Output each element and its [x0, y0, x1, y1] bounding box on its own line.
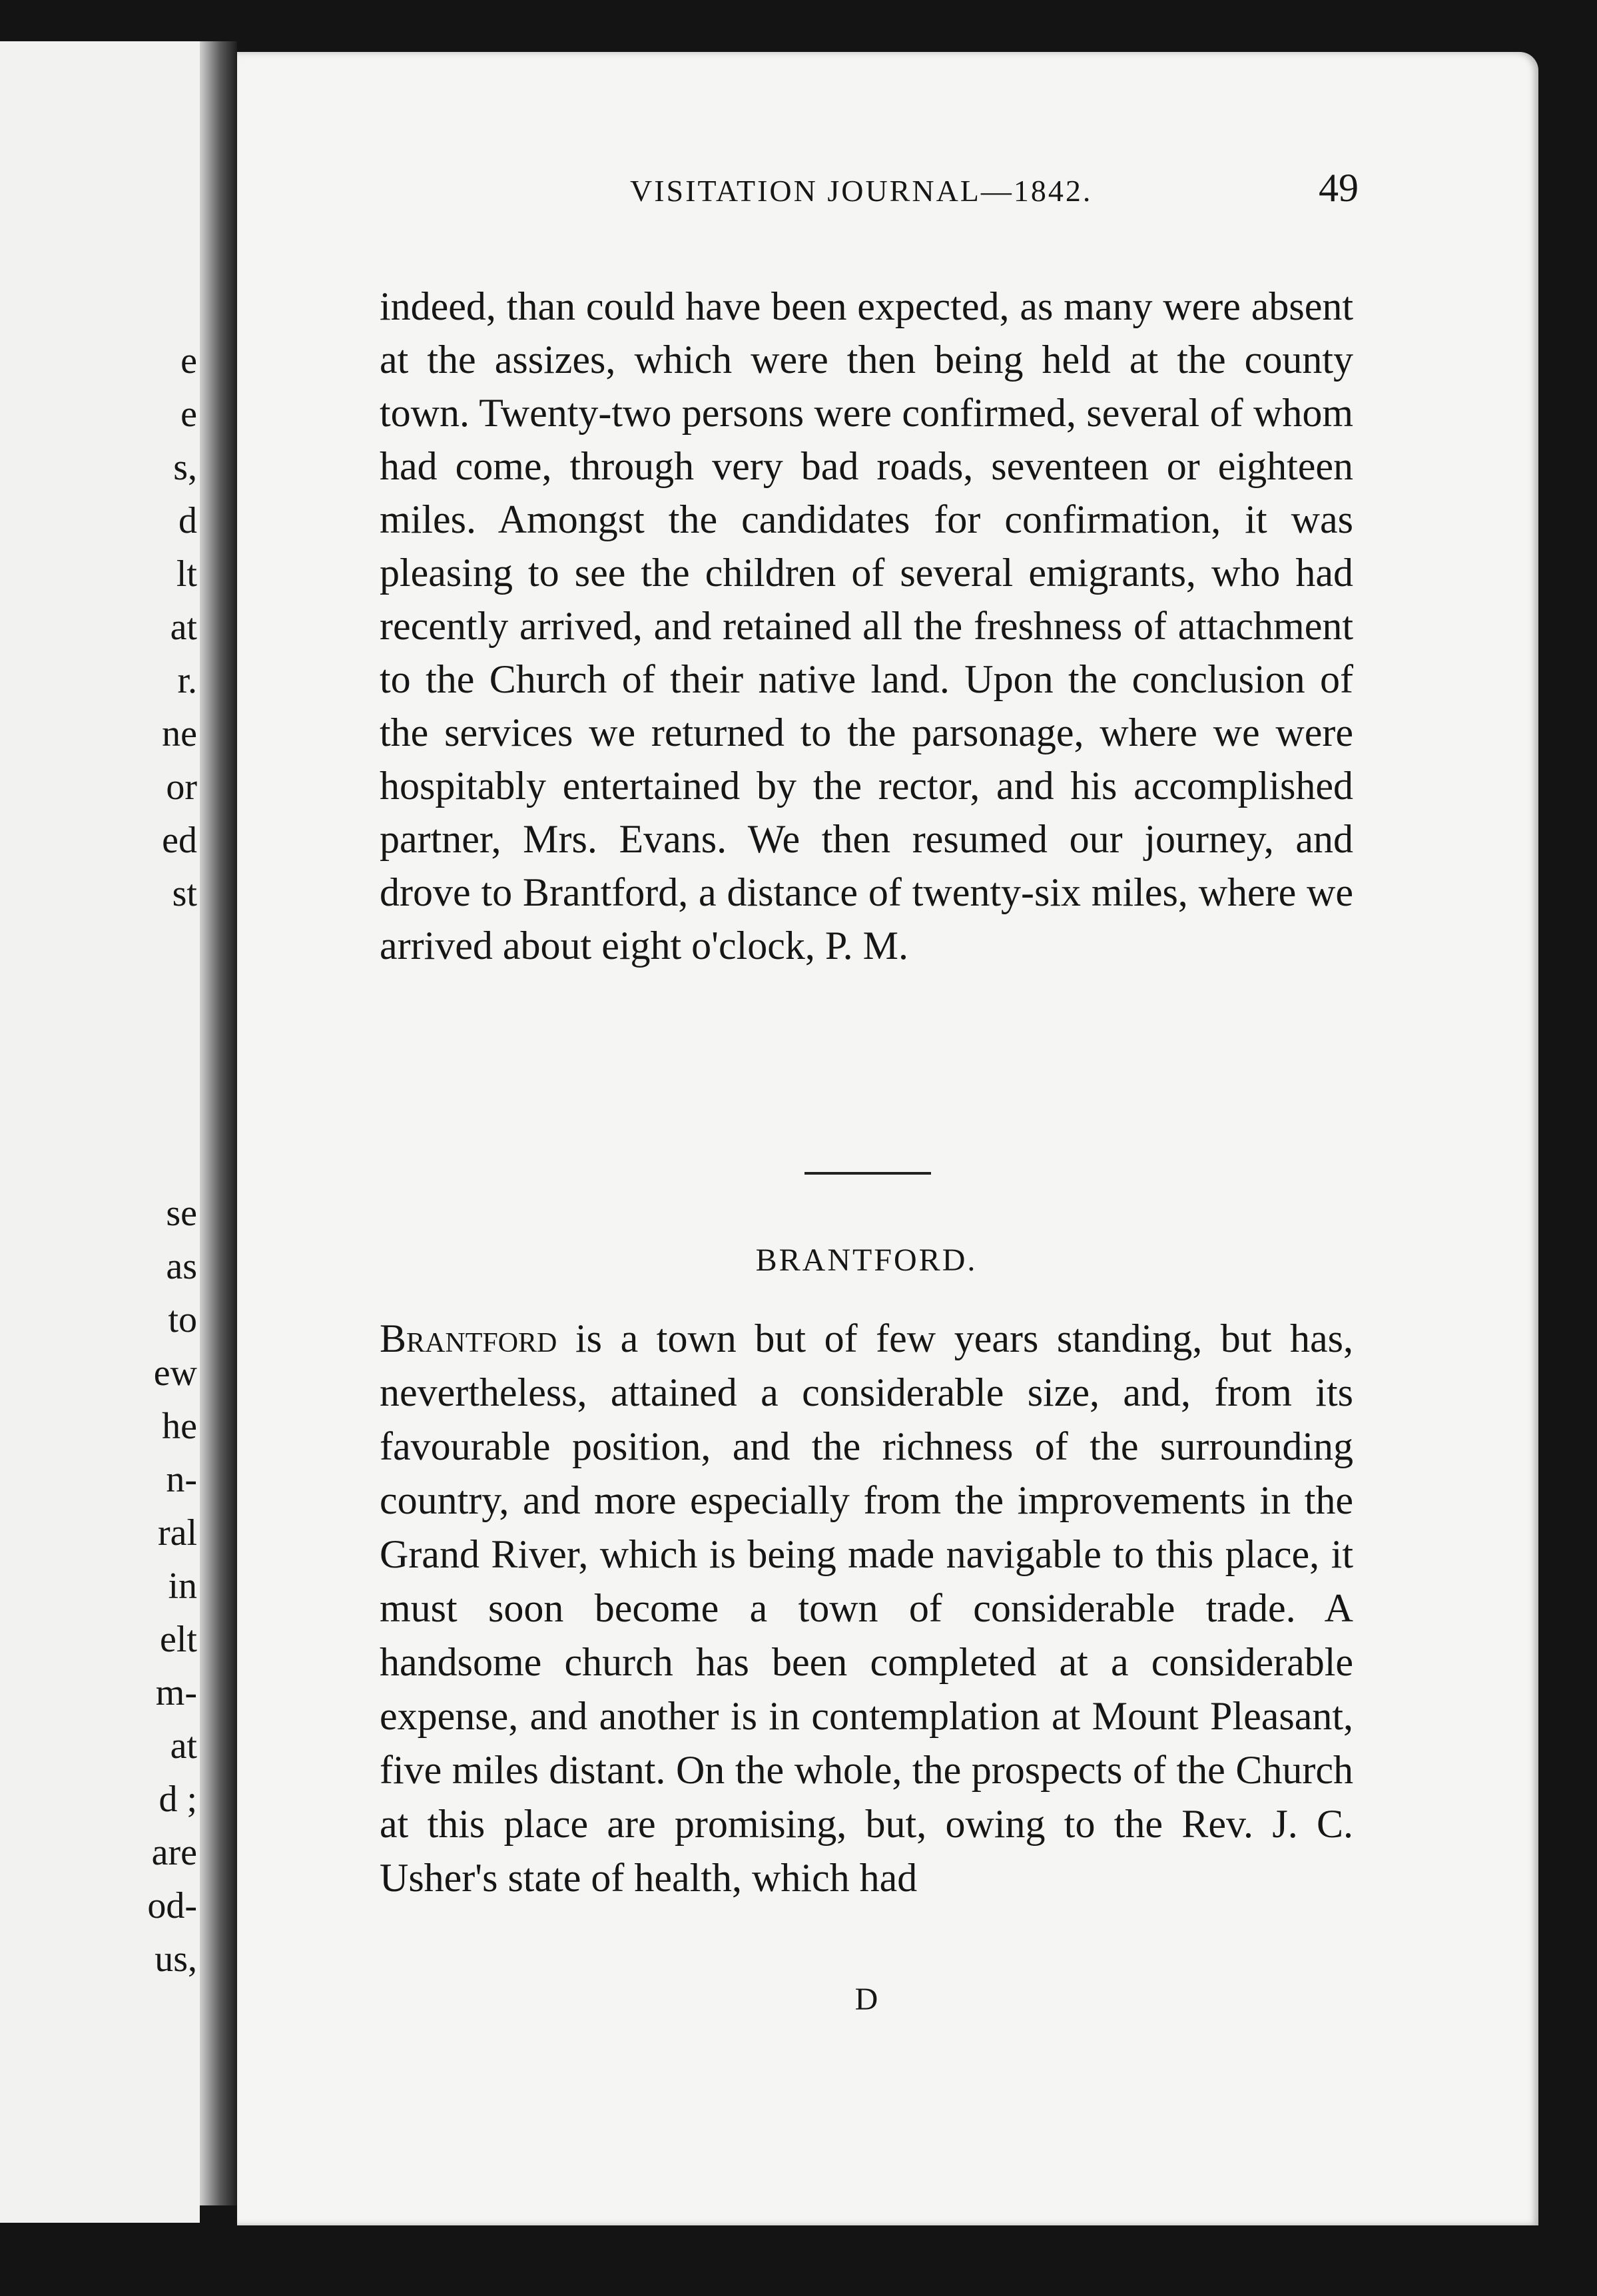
left-fragment: d ;: [159, 1779, 197, 1820]
first-paragraph-text: indeed, than could have been expected, as many were absent at the assizes, which were then being held at the county town. Twenty-two persons were confirmed, several of whom had come, through very bad roads, seventeen or eighteen miles. Amongst the candidates for confirmation, it was pleasing to see the children of several emigrants, who had recently arrived, and retained all the freshness of attachment to the Church of their native land. Upon the conclusion of the services we returned to the parsonage, where we were hospitably entertained by the rector, and his accomplished partner, Mrs. Evans. We then resumed our journey, and drove to Brantford, a distance of twenty-six miles, where we arrived about eight o'clock,: [380, 284, 1353, 968]
left-fragment: se: [166, 1193, 197, 1234]
left-fragment: [147, 1133, 197, 1187]
left-fragment: od-: [147, 1885, 197, 1926]
left-fragment: st: [172, 873, 197, 914]
left-fragment: [147, 1027, 197, 1080]
left-fragment: s,: [173, 447, 197, 488]
lead-word: Brantford: [380, 1316, 557, 1360]
second-passage: [380, 1312, 1353, 1905]
second-paragraph-text: is a town but of few years standing, but has, nevertheless, attained a considerable size, and, from its favourable position, and the richness of the surrounding country, and more especially from the improvements in the Grand River, which is being made navigable to this place, it must soon become a town of considerable trade. A handsome church has been completed at a considerable expense, and another is in contemplation at Mount Pleasant, five miles distant. On the whole, the prospects of the Church at this place are promising, but, owing to the Rev. J. C. Usher's state of health, which had: [380, 1316, 1354, 1900]
section-title: BRANTFORD.: [755, 1243, 978, 1278]
left-fragment: r.: [177, 660, 197, 701]
left-fragment: at: [170, 607, 197, 648]
left-fragment: ne: [162, 713, 197, 754]
left-fragment: [147, 920, 197, 974]
left-fragment: lt: [176, 553, 197, 595]
page-header: [393, 160, 1359, 220]
left-fragment: d: [178, 500, 197, 541]
left-page-fragments: [147, 334, 197, 1986]
second-paragraph: [380, 1312, 1353, 1905]
first-paragraph: [380, 280, 1353, 972]
left-fragment: or: [166, 766, 197, 808]
time-marker: P. M.: [824, 924, 908, 968]
left-fragment: e: [180, 394, 197, 435]
left-fragment: [147, 974, 197, 1027]
left-page-edge: [0, 41, 200, 2223]
left-fragment: he: [162, 1406, 197, 1447]
left-fragment: e: [180, 340, 197, 382]
left-fragment: are: [151, 1832, 197, 1873]
left-fragment: ral: [157, 1512, 197, 1554]
left-fragment: ew: [153, 1352, 197, 1394]
left-fragment: at: [170, 1725, 197, 1767]
left-fragment: as: [166, 1246, 197, 1287]
left-fragment: elt: [160, 1619, 197, 1660]
running-head: VISITATION JOURNAL—1842.: [630, 174, 1093, 208]
book-gutter: [200, 41, 237, 2205]
page-number: 49: [1319, 166, 1359, 210]
left-fragment: us,: [155, 1938, 197, 1980]
left-fragment: n-: [166, 1459, 197, 1500]
left-fragment: m-: [155, 1672, 197, 1713]
first-passage: [380, 280, 1353, 972]
left-fragment: to: [168, 1299, 197, 1340]
left-fragment: ed: [162, 820, 197, 861]
left-fragment: [147, 1080, 197, 1133]
signature-mark: D: [854, 1982, 878, 2017]
section-divider: [804, 1172, 931, 1175]
left-fragment: in: [168, 1566, 197, 1607]
